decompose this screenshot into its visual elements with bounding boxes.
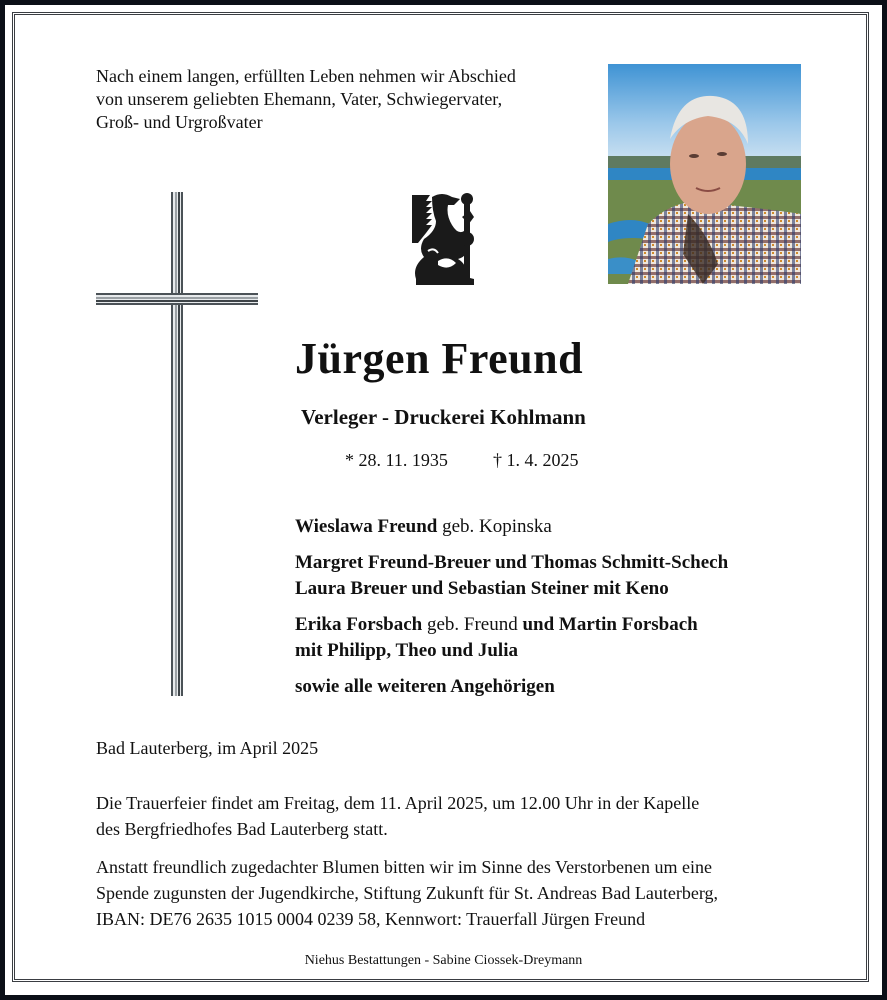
mourner-maiden-name: geb. Kopinska <box>437 516 552 537</box>
mourner-entry <box>295 674 728 700</box>
service-line: Die Trauerfeier findet am Freitag, dem 11. April 2025, um 12.00 Uhr in der Kapelle <box>96 793 700 813</box>
obituary-page <box>5 5 882 995</box>
mourner-name: Erika Forsbach <box>295 614 423 635</box>
intro-line: Nach einem langen, erfüllten Leben nehmen wir Abschied <box>96 66 516 86</box>
place-date: Bad Lauterberg, im April 2025 <box>96 738 319 758</box>
mourner-name: Laura Breuer und Sebastian Steiner mit Keno <box>295 578 669 599</box>
mourner-name: mit Philipp, Theo und Julia <box>295 640 518 661</box>
life-dates <box>345 448 579 472</box>
birth-date: * 28. 11. 1935 <box>345 450 448 470</box>
mourner-name: Wieslawa Freund <box>295 516 438 537</box>
mourner-maiden-name: geb. Freund <box>422 614 523 635</box>
mourner-entry <box>295 514 728 540</box>
mourner-entry <box>295 612 728 664</box>
death-date: † 1. 4. 2025 <box>493 450 579 470</box>
donation-line: IBAN: DE76 2635 1015 0004 0239 58, Kennwort: Trauerfall Jürgen Freund <box>96 909 646 929</box>
portrait-photo <box>608 64 801 284</box>
mourner-name: Margret Freund-Breuer und Thomas Schmitt-Schech <box>295 552 729 573</box>
funeral-service-info <box>96 790 816 842</box>
double-lined-cross-icon <box>96 192 258 696</box>
donation-info <box>96 854 816 932</box>
deceased-occupation: Verleger - Druckerei Kohlmann <box>301 405 586 429</box>
mourner-name: und Martin Forsbach <box>522 614 698 635</box>
service-line: des Bergfriedhofes Bad Lauterberg statt. <box>96 819 388 839</box>
intro-line: von unserem geliebten Ehemann, Vater, Schwiegervater, <box>96 89 503 109</box>
donation-line: Spende zugunsten der Jugendkirche, Stiftung Zukunft für St. Andreas Bad Lauterberg, <box>96 883 719 903</box>
donation-line: Anstatt freundlich zugedachter Blumen bitten wir im Sinne des Verstorbenen um eine <box>96 857 713 877</box>
funeral-home-footer: Niehus Bestattungen - Sabine Ciossek-Dreymann <box>304 953 583 968</box>
deceased-name: Jürgen Freund <box>295 334 584 383</box>
intro-line: Groß- und Urgroßvater <box>96 112 263 132</box>
intro-text <box>96 65 596 134</box>
mourners-list <box>295 514 728 710</box>
mourner-entry <box>295 550 728 602</box>
mourner-name: sowie alle weiteren Angehörigen <box>295 676 555 697</box>
heraldic-lion-crest-icon <box>408 191 486 287</box>
